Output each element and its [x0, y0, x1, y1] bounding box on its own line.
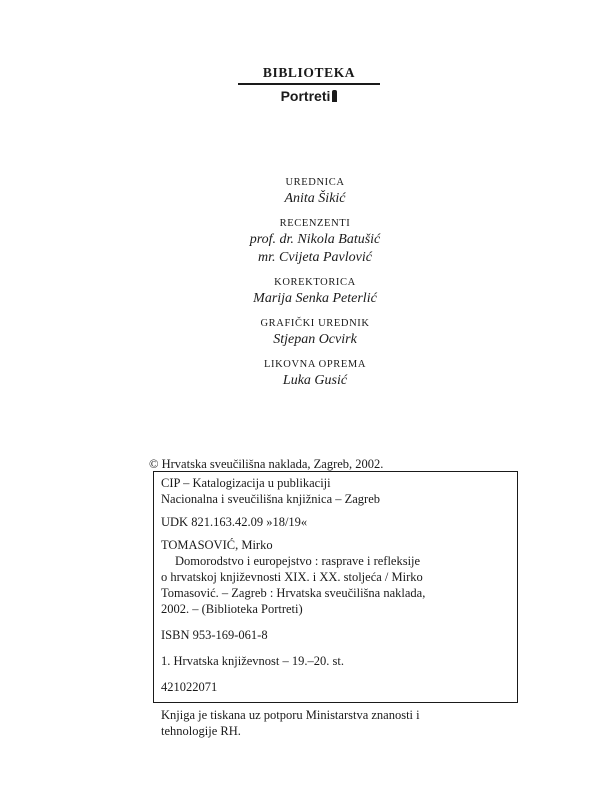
support-note-line: tehnologije RH. — [161, 724, 241, 738]
copyright-notice: © Hrvatska sveučilišna naklada, Zagreb, 2002. — [149, 457, 384, 471]
credit-role: GRAFIČKI UREDNIK — [260, 318, 370, 329]
cip-header-line: Nacionalna i sveučilišna knjižnica – Zagreb — [161, 492, 381, 506]
credit-graphic-editor — [200, 317, 430, 349]
support-note — [161, 707, 501, 739]
cip-description-line: Domorodstvo i europejstvo : rasprave i refleksije — [175, 554, 421, 568]
credit-reviewers — [200, 217, 430, 267]
series-divider — [238, 83, 380, 85]
cip-record-box — [153, 471, 518, 703]
credit-role: UREDNICA — [285, 177, 345, 188]
credit-art-design — [200, 358, 430, 390]
credit-person: Stjepan Ocvirk — [273, 332, 357, 347]
cip-description-line: o hrvatskoj književnosti XIX. i XX. stoljeća / Mirko — [161, 570, 423, 584]
credit-role: LIKOVNA OPREMA — [263, 359, 367, 370]
cip-description-line: Tomasović. – Zagreb : Hrvatska sveučilišna naklada, — [161, 586, 426, 600]
credit-role: KOREKTORICA — [274, 277, 356, 288]
portrait-glyph-icon — [332, 90, 337, 102]
support-note-line: Knjiga je tiskana uz potporu Ministarstva znanosti i — [161, 708, 420, 722]
credit-person: Marija Senka Peterlić — [253, 291, 377, 306]
credit-person: Luka Gusić — [282, 373, 348, 388]
cip-record-id: 421022071 — [161, 680, 218, 694]
series-header — [238, 64, 380, 105]
credit-person: prof. dr. Nikola Batušić — [249, 232, 381, 247]
cip-header-line: CIP – Katalogizacija u publikaciji — [161, 476, 331, 490]
cip-description-line: 2002. – (Biblioteka Portreti) — [161, 602, 303, 616]
credit-editor — [200, 176, 430, 208]
credits-block — [200, 176, 430, 399]
series-title: Portreti — [280, 87, 331, 104]
series-name: BIBLIOTEKA — [262, 65, 356, 80]
cip-subject: 1. Hrvatska književnost – 19.–20. st. — [161, 654, 344, 668]
credit-proofreader — [200, 276, 430, 308]
cip-udk: UDK 821.163.42.09 »18/19« — [161, 515, 308, 529]
credit-role: RECENZENTI — [279, 218, 351, 229]
series-title-line — [238, 87, 380, 105]
credit-person: Anita Šikić — [284, 191, 346, 206]
cip-isbn: ISBN 953-169-061-8 — [161, 628, 268, 642]
cip-author: TOMASOVIĆ, Mirko — [161, 538, 273, 552]
credit-person: mr. Cvijeta Pavlović — [258, 250, 372, 265]
